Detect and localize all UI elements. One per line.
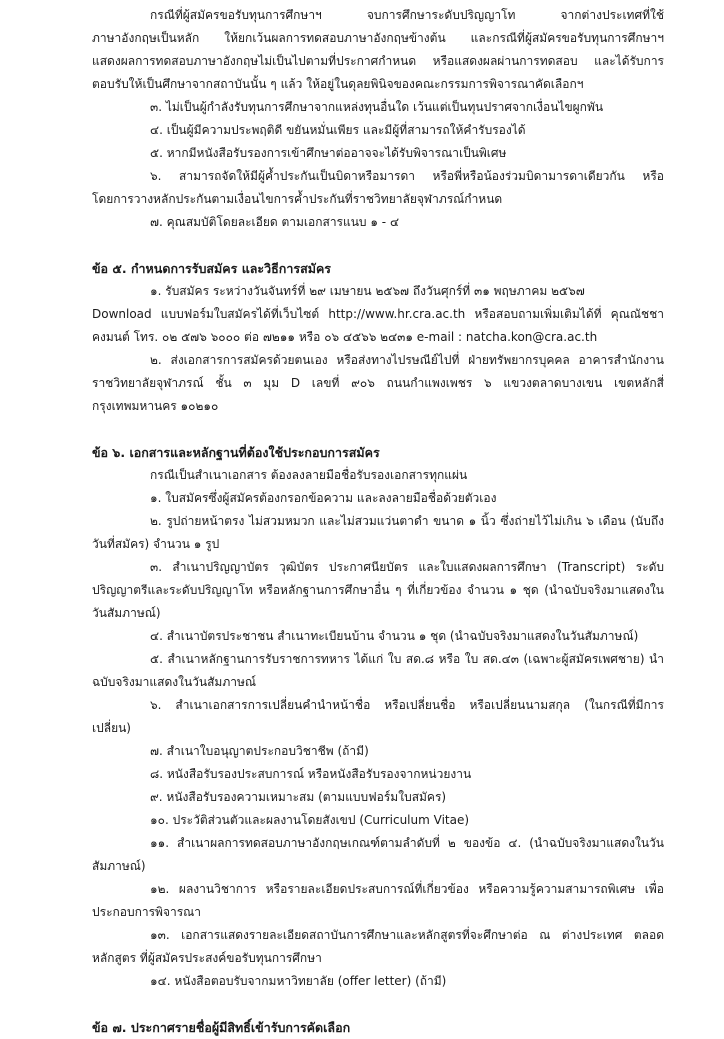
list-item: ๑๑. สำเนาผลการทดสอบภาษาอังกฤษเกณฑ์ตามลำดับที่ ๒ ของข้อ ๔. (นำฉบับจริงมาแสดงในวัน xyxy=(150,836,664,850)
list-item: ๑๓. เอกสารแสดงรายละเอียดสถาบันการศึกษาและหลักสูตรที่จะศึกษาต่อ ณ ต่างประเทศ ตลอด xyxy=(150,928,664,942)
list-item-continuation: ปริญญาตรีและระดับปริญญาโท หรือหลักฐานการศึกษาอื่น ๆ ที่เกี่ยวข้อง จำนวน ๑ ชุด (นำฉบับจริงมาแสดงใน xyxy=(92,583,664,597)
list-item: ๒. รูปถ่ายหน้าตรง ไม่สวมหมวก และไม่สวมแว่นตาดำ ขนาด ๑ นิ้ว ซึ่งถ่ายไว้ไม่เกิน ๖ เดือน (นับถึง xyxy=(150,514,664,528)
intro-line: แสดงผลการทดสอบภาษาอังกฤษไม่เป็นไปตามที่ประกาศกำหนด หรือแสดงผลผ่านการทดสอบ และได้รับการ xyxy=(92,54,664,68)
list-item: ๒. ส่งเอกสารการสมัครด้วยตนเอง หรือส่งทางไปรษณีย์ไปที่ ฝ่ายทรัพยากรบุคคล อาคารสำนักงาน xyxy=(150,353,664,367)
list-item: ๔. เป็นผู้มีความประพฤติดี ขยันหมั่นเพียร และมีผู้ที่สามารถให้คำรับรองได้ xyxy=(150,123,526,137)
section-note: กรณีเป็นสำเนาเอกสาร ต้องลงลายมือชื่อรับรองเอกสารทุกแผ่น xyxy=(150,468,468,482)
list-item: ๑๒. ผลงานวิชาการ หรือรายละเอียดประสบการณ์ที่เกี่ยวข้อง หรือความรู้ความสามารถพิเศษ เพื่อ xyxy=(150,882,664,896)
list-item-continuation: กรุงเทพมหานคร ๑๐๒๑๐ xyxy=(92,399,219,413)
list-item: ๑. ใบสมัครซึ่งผู้สมัครต้องกรอกข้อความ และลงลายมือชื่อด้วยตัวเอง xyxy=(150,491,497,505)
list-item: ๑๐. ประวัติส่วนตัวและผลงานโดยสังเขป (Curriculum Vitae) xyxy=(150,813,470,827)
list-item: ๑. รับสมัคร ระหว่างวันจันทร์ที่ ๒๙ เมษายน ๒๕๖๗ ถึงวันศุกร์ที่ ๓๑ พฤษภาคม ๒๕๖๗ xyxy=(150,284,585,298)
list-item-continuation: หลักสูตร ที่ผู้สมัครประสงค์ขอรับทุนการศึกษา xyxy=(92,951,322,965)
list-item: ๕. สำเนาหลักฐานการรับราชการทหาร ได้แก่ ใบ สด.๘ หรือ ใบ สด.๔๓ (เฉพาะผู้สมัครเพศชาย) นำ xyxy=(150,652,664,666)
list-item: ๗. คุณสมบัติโดยละเอียด ตามเอกสารแนบ ๑ - ๔ xyxy=(150,215,400,229)
list-item: ๙. หนังสือรับรองความเหมาะสม (ตามแบบฟอร์มใบสมัคร) xyxy=(150,790,447,804)
list-item-continuation: Download แบบฟอร์มใบสมัครได้ที่เว็บไซต์ http://www.hr.cra.ac.th หรือสอบถามเพิ่มเติมได้ที่ คุณณัชชา xyxy=(92,307,664,321)
list-item: ๕. หากมีหนังสือรับรองการเข้าศึกษาต่ออาจจะได้รับพิจารณาเป็นพิเศษ xyxy=(150,146,507,160)
list-item-continuation: เปลี่ยน) xyxy=(92,721,131,735)
list-item: ๘. หนังสือรับรองประสบการณ์ หรือหนังสือรับรองจากหน่วยงาน xyxy=(150,767,472,781)
list-item-continuation: ฉบับจริงมาแสดงในวันสัมภาษณ์ xyxy=(92,675,257,689)
list-item: ๓. สำเนาปริญญาบัตร วุฒิบัตร ประกาศนียบัตร และใบแสดงผลการศึกษา (Transcript) ระดับ xyxy=(150,560,664,574)
section-heading: ข้อ ๕. กำหนดการรับสมัคร และวิธีการสมัคร xyxy=(92,261,332,276)
section-heading: ข้อ ๗. ประกาศรายชื่อผู้มีสิทธิ์เข้ารับการคัดเลือก xyxy=(92,1020,351,1035)
list-item: ๖. สามารถจัดให้มีผู้ค้ำประกันเป็นบิดาหรือมารดา หรือพี่หรือน้องร่วมบิดามารดาเดียวกัน หรือ xyxy=(150,169,664,183)
list-item-continuation: ราชวิทยาลัยจุฬาภรณ์ ชั้น ๓ มุม D เลขที่ ๙๐๖ ถนนกำแพงเพชร ๖ แขวงตลาดบางเขน เขตหลักสี่ xyxy=(92,376,664,390)
list-item-continuation: ประกอบการพิจารณา xyxy=(92,905,202,919)
list-item-continuation: โดยการวางหลักประกันตามเงื่อนไขการค้ำประกันที่ราชวิทยาลัยจุฬาภรณ์กำหนด xyxy=(92,192,503,206)
list-item-continuation: วันสัมภาษณ์) xyxy=(92,606,161,620)
list-item-continuation: คงมนต์ โทร. ๐๒ ๕๗๖ ๖๐๐๐ ต่อ ๗๒๑๑ หรือ ๐๖ ๔๕๖๖ ๒๔๓๑ e-mail : natcha.kon@cra.ac.th xyxy=(92,330,598,344)
intro-line: ตอบรับให้เป็นศึกษาจากสถาบันนั้น ๆ แล้ว ให้อยู่ในดุลยพินิจของคณะกรรมการพิจารณาคัดเลือกฯ xyxy=(92,77,584,91)
list-item: ๗. สำเนาใบอนุญาตประกอบวิชาชีพ (ถ้ามี) xyxy=(150,744,369,758)
list-item-continuation: สัมภาษณ์) xyxy=(92,859,146,873)
intro-line: ภาษาอังกฤษเป็นหลัก ให้ยกเว้นผลการทดสอบภาษาอังกฤษข้างต้น และกรณีที่ผู้สมัครขอรับทุนการศึกษาฯ xyxy=(92,31,664,45)
list-item: ๖. สำเนาเอกสารการเปลี่ยนคำนำหน้าชื่อ หรือเปลี่ยนชื่อ หรือเปลี่ยนนามสกุล (ในกรณีที่มีการ xyxy=(150,698,664,712)
list-item: ๔. สำเนาบัตรประชาชน สำเนาทะเบียนบ้าน จำนวน ๑ ชุด (นำฉบับจริงมาแสดงในวันสัมภาษณ์) xyxy=(150,629,639,643)
list-item: ๑๔. หนังสือตอบรับจากมหาวิทยาลัย (offer letter) (ถ้ามี) xyxy=(150,974,447,988)
document-page xyxy=(92,4,664,1039)
section-heading: ข้อ ๖. เอกสารและหลักฐานที่ต้องใช้ประกอบการสมัคร xyxy=(92,445,380,460)
list-item-continuation: วันที่สมัคร) จำนวน ๑ รูป xyxy=(92,537,220,551)
intro-line: กรณีที่ผู้สมัครขอรับทุนการศึกษาฯ จบการศึกษาระดับปริญญาโท จากต่างประเทศที่ใช้ xyxy=(150,8,664,22)
list-item: ๓. ไม่เป็นผู้กำลังรับทุนการศึกษาจากแหล่งทุนอื่นใด เว้นแต่เป็นทุนปราศจากเงื่อนไขผูกพัน xyxy=(150,100,604,114)
